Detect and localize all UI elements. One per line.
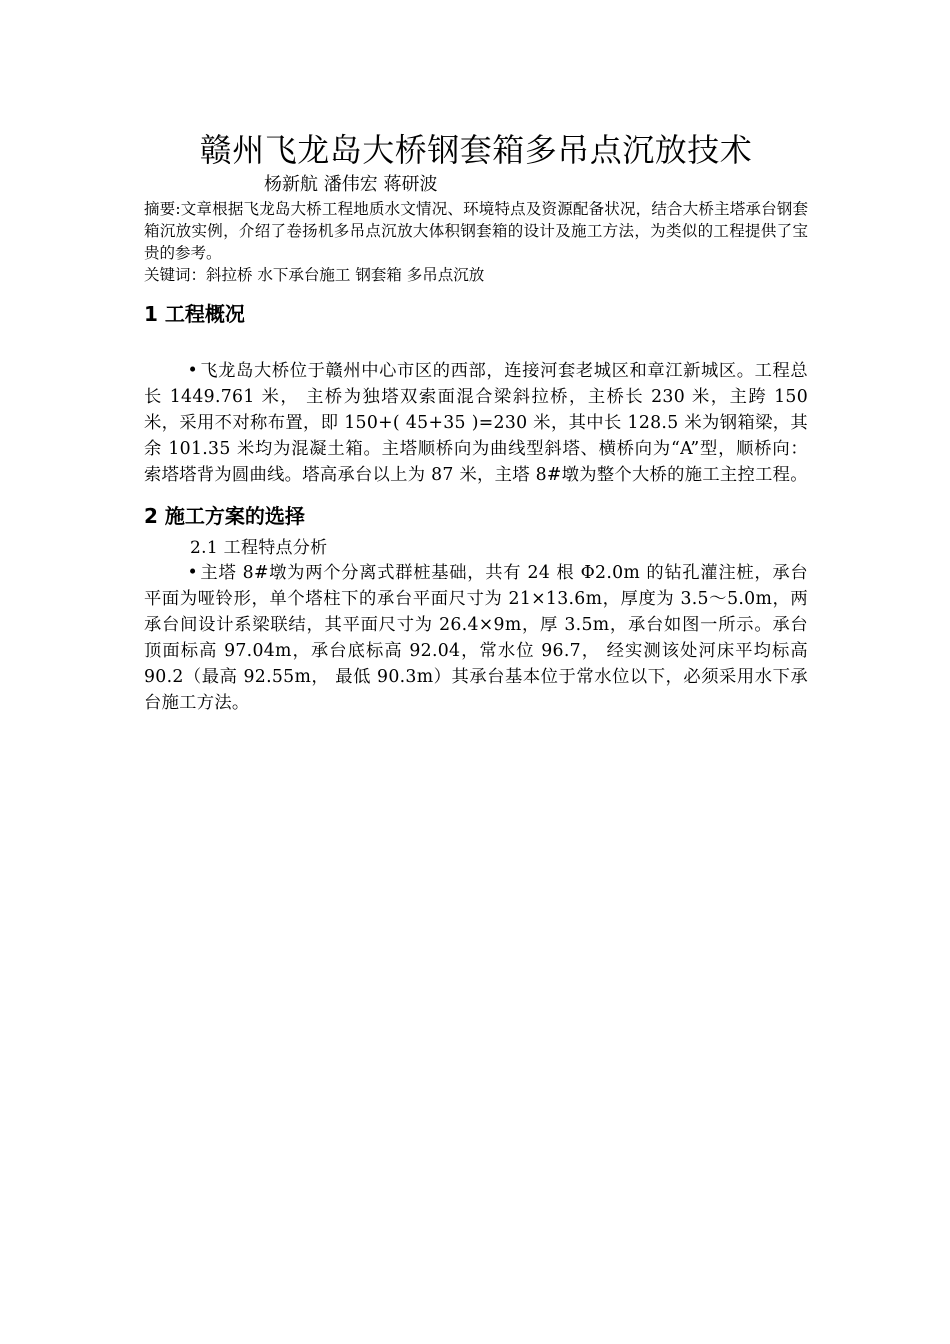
section-1-text: 飞龙岛大桥位于赣州中心市区的西部，连接河套老城区和章江新城区。工程总长 1449.761 米， 主桥为独塔双索面混合梁斜拉桥，主桥长 230 米，主跨 150 米，采用不对称布置，即 150+( 45+35 )=230 米，其中长 128.5 米为钢箱梁，其余 101.35 米均为混凝土箱。主塔顺桥向为曲线型斜塔、横桥向为“A”型，顺桥向：索塔塔背为圆曲线。塔高承台以上为 87 米，主塔 8#墩为整个大桥的施工主控工程。 — [144, 361, 808, 485]
document-title: 赣州飞龙岛大桥钢套箱多吊点沉放技术 — [199, 131, 753, 169]
bullet-icon: • — [187, 563, 198, 583]
section-2-text: 主塔 8#墩为两个分离式群桩基础，共有 24 根 Φ2.0m 的钻孔灌注桩，承台平面为哑铃形，单个塔柱下的承台平面尺寸为 21×13.6m，厚度为 3.5～5.0m，两承台间设计系梁联结，其平面尺寸为 26.4×9m，厚 3.5m，承台如图一所示。承台顶面标高 97.04m，承台底标高 92.04，常水位 96.7， 经实测该处河床平均标高 90.2（最高 92.55m， 最低 90.3m）其承台基本位于常水位以下，必须采用水下承台施工方法。 — [144, 563, 808, 713]
abstract: 摘要:文章根据飞龙岛大桥工程地质水文情况、环境特点及资源配备状况，结合大桥主塔承台钢套箱沉放实例，介绍了卷扬机多吊点沉放大体积钢套箱的设计及施工方法，为类似的工程提供了宝贵的参考。 — [144, 200, 808, 262]
section-2-1-heading: 2.1 工程特点分析 — [190, 538, 328, 558]
keywords: 关键词：斜拉桥 水下承台施工 钢套箱 多吊点沉放 — [144, 266, 485, 284]
section-1-paragraph — [144, 358, 808, 488]
section-2-heading: 2 施工方案的选择 — [144, 504, 305, 528]
section-2-paragraph — [144, 560, 808, 716]
spacer — [144, 328, 808, 358]
authors: 杨新航 潘伟宏 蒋研波 — [264, 174, 438, 195]
section-1-heading: 1 工程概况 — [144, 302, 245, 326]
document-body — [144, 128, 808, 716]
bullet-icon: • — [187, 361, 198, 381]
